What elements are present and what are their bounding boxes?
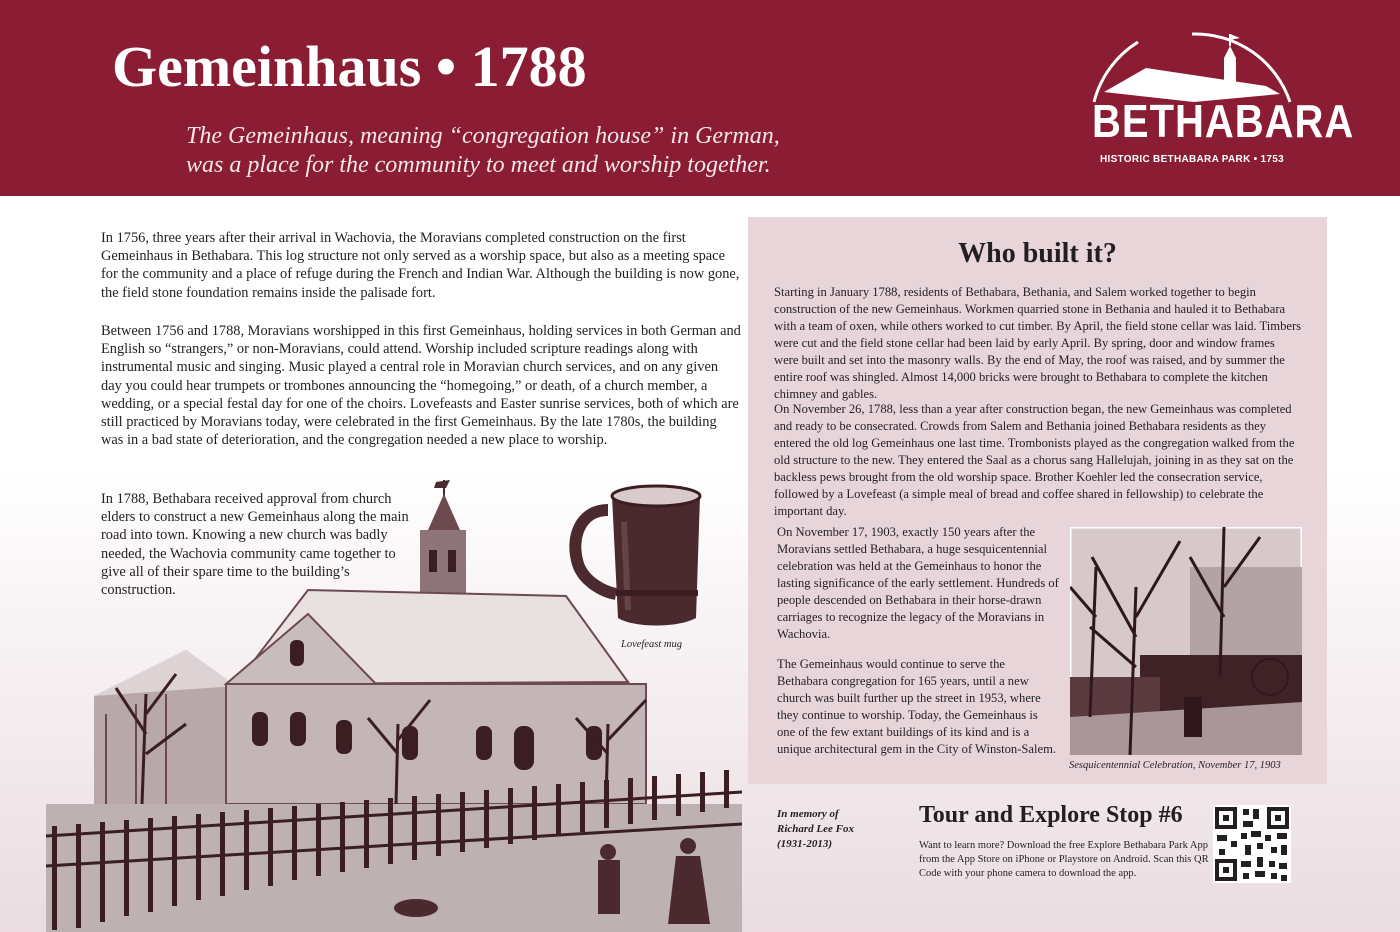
construction-paragraph: Starting in January 1788, residents of Bethabara, Bethania, and Salem worked together to begin construction of the new Gemeinhaus. Workmen quarried stone in Bethania and hauled it to Bethabara with a team of oxen, while others worked to cut timber. By April, the field stone cellar was laid. Timbers were cut and the field stone cellar had been laid by early April. By spring, door and window frames were built and set into the masonry walls. By the end of May, the roof was raised, and by summer the entire roof was shingled. Almost 14,000 bricks were brought to Bethabara to complete the kitchen chimney and gables.	[774, 285, 1302, 401]
legacy-paragraph: The Gemeinhaus would continue to serve the Bethabara congregation for 165 years, until a new church was built further up the street in 1953, where they continue to worship. Today, the Gemeinhaus is one of the few extant buildings of its kind and is a unique architectural gem in the City of Winston-Salem.	[777, 657, 1057, 756]
logo-tagline: HISTORIC BETHABARA PARK • 1753	[1099, 154, 1284, 165]
consecration-paragraph: On November 26, 1788, less than a year after construction began, the new Gemeinhaus was completed and ready to be consecrated. Crowds from Salem and Bethania joined Bethabara residents as they entered the old log Gemeinhaus one last time. Trombonists played as the congregation walked from the old structure to the new. They entered the Saal as a chorus sang Hallelujah, joining in as they sat on the backless pews brought from the old worship space. Brother Koehler led the consecration service, followed by a Lovefeast (a simple meal of bread and coffee shared in fellowship) to celebrate the important day.	[774, 402, 1295, 518]
page-subtitle	[186, 122, 886, 180]
celebration-photo	[1070, 527, 1302, 755]
mug-caption: Lovefeast mug	[621, 639, 682, 650]
subtitle-line-2: was a place for the community to meet and worship together.	[186, 152, 771, 178]
tour-stop-title: Tour and Explore Stop #6	[919, 802, 1183, 828]
logo-wordmark: BETHABARA	[1092, 96, 1355, 148]
qr-code-icon[interactable]	[1213, 805, 1291, 883]
approval-paragraph: In 1788, Bethabara received approval from church elders to construct a new Gemeinhaus along the main road into town. Knowing a new church was badly needed, the Wachovia community came together to give all of their spare time to the building’s construction.	[101, 491, 409, 599]
intro-paragraph: In 1756, three years after their arrival in Wachovia, the Moravians completed construction on the first Gemeinhaus in Bethabara. This log structure not only served as a worship space, but also as a meeting space for the community and a place of refuge during the French and Indian War. Although the building is now gone, the field stone foundation remains inside the palisade fort.	[101, 230, 740, 301]
memorial-line-1: In memory of	[777, 808, 839, 820]
sesquicentennial-paragraph: On November 17, 1903, exactly 150 years after the Moravians settled Bethabara, a huge sesquicentennial celebration was held at the Gemeinhaus to honor the lasting significance of the early settlement. Hundreds of people descended on Bethabara in their horse-drawn carriages to recognize the legacy of the Moravians in Wachovia.	[777, 525, 1059, 641]
gemeinhaus-illustration	[46, 474, 742, 932]
subtitle-line-1: The Gemeinhaus, meaning “congregation house” in German,	[186, 123, 780, 149]
worship-paragraph: Between 1756 and 1788, Moravians worshipped in this first Gemeinhaus, holding services in both German and English so “strangers,” or non-Moravians, could attend. Worship included scripture readings along with instrumental music and singing. Music played a central role in Moravian church services, and on any given day you could hear trumpets or trombones announcing the “homegoing,” or death, of a church member, a wedding, or a special festal day for one of the choirs. Lovefeasts and Easter sunrise services, both of which are still practiced by Moravians today, were celebrated in the first Gemeinhaus. By the late 1780s, the building was in a bad state of deterioration, and the congregation needed a new place to worship.	[101, 323, 741, 449]
memorial-dates: (1931-2013)	[777, 838, 832, 850]
celebration-caption: Sesquicentennial Celebration, November 17, 1903	[1069, 760, 1281, 771]
panel-title: Who built it?	[958, 238, 1117, 269]
memorial-note	[777, 807, 854, 852]
page-title: Gemeinhaus • 1788	[112, 34, 587, 99]
tour-instructions: Want to learn more? Download the free Explore Bethabara Park App from the App Store on iPhone or Playstore on Android. Scan this QR Code with your phone camera to download the app.	[919, 840, 1209, 879]
memorial-name: Richard Lee Fox	[777, 823, 854, 835]
